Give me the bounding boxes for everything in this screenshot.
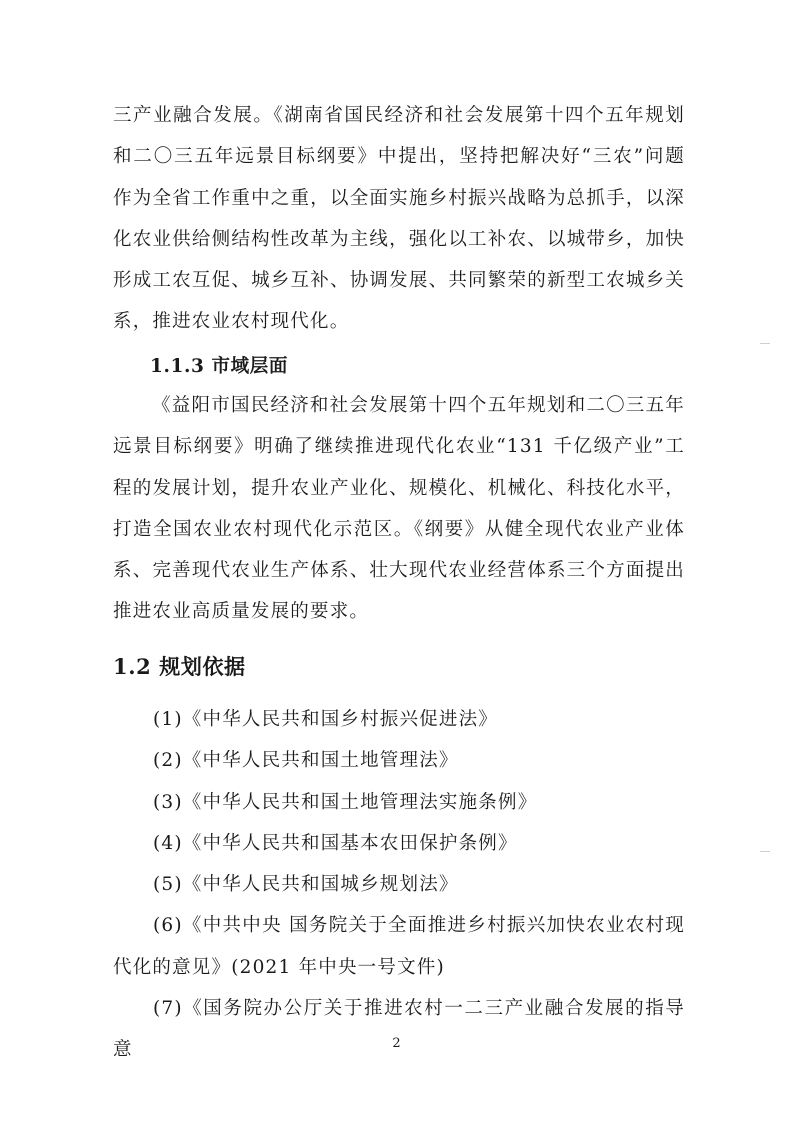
list-item: (4)《中华人民共和国基本农田保护条例》: [153, 832, 518, 854]
planning-basis-list: [113, 699, 685, 1071]
page-number: 2: [392, 1036, 401, 1051]
scan-edge-mark: [760, 851, 770, 852]
list-item: (6)《中共中央 国务院关于全面推进乡村振兴加快农业农村现代化的意见》(2021 年中央一号文件): [113, 915, 685, 978]
planning-basis-heading: 1.2 规划依据: [113, 654, 246, 679]
list-item: (1)《中华人民共和国乡村振兴促进法》: [153, 709, 499, 730]
list-item: (5)《中华人民共和国城乡规划法》: [153, 874, 459, 896]
city-level-heading: 1.1.3 市域层面: [150, 356, 288, 377]
list-item: (7)《国务院办公厅关于推进农村一二三产业融合发展的指导意: [113, 998, 685, 1061]
scan-edge-mark: [760, 343, 770, 344]
list-item: (3)《中华人民共和国土地管理法实施条例》: [153, 791, 538, 813]
city-plan-paragraph: 《益阳市国民经济和社会发展第十四个五年规划和二〇三五年远景目标纲要》明确了继续推进现代化农业“131 千亿级产业”工程的发展计划，提升农业产业化、规模化、机械化、科技化水平，打造全国农业农村现代化示范区。《纲要》从健全现代农业产业体系、完善现代农业生产体系、壮大现代农业经营体系三个方面提出推进农业高质量发展的要求。: [113, 395, 685, 623]
list-item: (2)《中华人民共和国土地管理法》: [153, 750, 459, 772]
province-plan-paragraph: 三产业融合发展。《湖南省国民经济和社会发展第十四个五年规划和二〇三五年远景目标纲要》中提出，坚持把解决好“三农”问题作为全省工作重中之重，以全面实施乡村振兴战略为总抓手，以深化农业供给侧结构性改革为主线，强化以工补农、以城带乡，加快形成工农互促、城乡互补、协调发展、共同繁荣的新型工农城乡关系，推进农业农村现代化。: [113, 105, 685, 333]
